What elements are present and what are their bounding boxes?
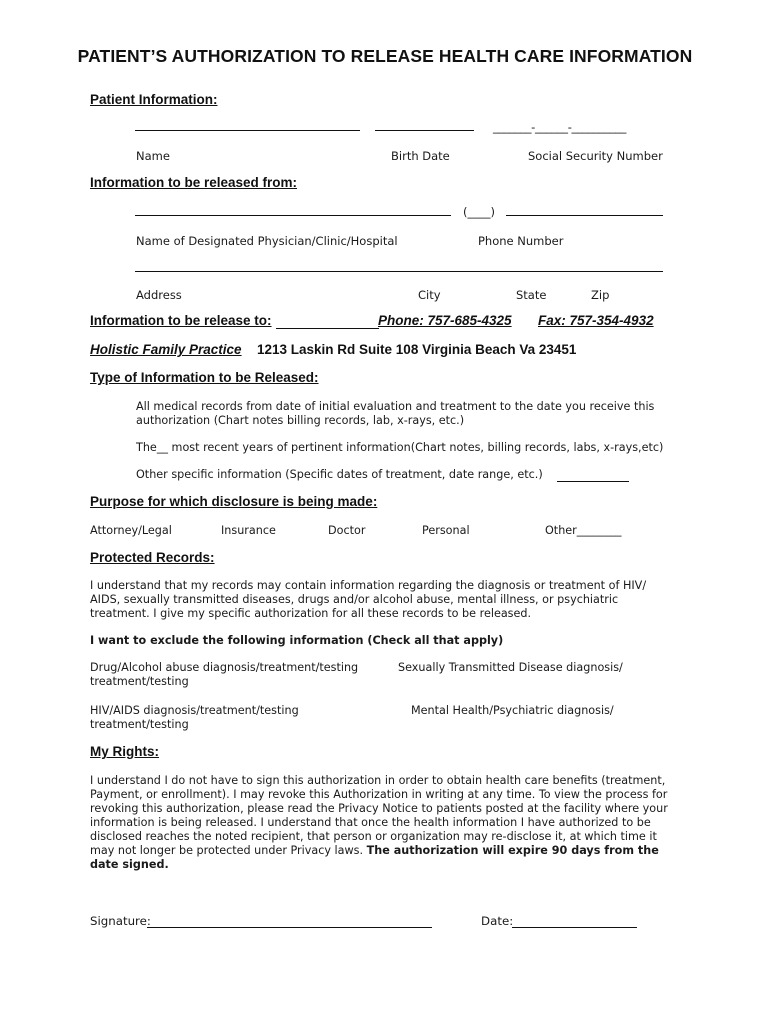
physician-label: Name of Designated Physician/Clinic/Hospital — [136, 234, 398, 248]
page-title: PATIENT’S AUTHORIZATION TO RELEASE HEALTH CARE INFORMATION — [77, 46, 693, 66]
practice-address: 1213 Laskin Rd Suite 108 Virginia Beach Va 23451 — [257, 342, 577, 357]
exclude-hiv-aids[interactable]: HIV/AIDS diagnosis/treatment/testing treatment/testing — [90, 704, 299, 731]
release-to-fax: Fax: 757-354-4932 — [538, 313, 654, 328]
rights-body: I understand I do not have to sign this authorization in order to obtain health care benefits (treatment, Payment, or enrollment). I may revoke this Authorization in writing at any time. To view the process for revoking this authorization, please read the Privacy Notice to patients posted at the facility where your information is being released. I understand that once the health information I have authorized to be disclosed reaches the noted recipient, that person or organization may re-disclose it, at which time it may not longer be protected under Privacy laws. — [90, 774, 668, 857]
ssn-field[interactable]: _______-______-__________ — [493, 120, 627, 134]
released-from-heading: Information to be released from: — [90, 175, 298, 190]
signature-label: Signature: — [90, 914, 151, 928]
name-field[interactable] — [135, 130, 360, 131]
option-other-specific: Other specific information (Specific dates of treatment, date range, etc.) — [136, 468, 543, 481]
option-recent-years — [136, 441, 663, 455]
birth-date-field[interactable] — [375, 130, 474, 131]
ssn-label: Social Security Number — [528, 149, 663, 163]
state-label: State — [516, 288, 547, 302]
patient-info-heading: Patient Information: — [90, 92, 218, 107]
name-label: Name — [136, 149, 170, 163]
birth-date-label: Birth Date — [391, 149, 450, 163]
address-field[interactable] — [135, 271, 663, 272]
date-field[interactable] — [512, 927, 637, 928]
purpose-attorney[interactable]: Attorney/Legal — [90, 524, 172, 537]
city-label: City — [418, 288, 441, 302]
phone-field[interactable] — [506, 215, 663, 216]
exclude-mental-health[interactable]: Mental Health/Psychiatric diagnosis/ — [411, 704, 614, 717]
recent-years-field[interactable]: __ — [156, 441, 168, 454]
option-all-records: All medical records from date of initial evaluation and treatment to the date you receive this authorization (Chart notes billing records, lab, x-rays, etc.) — [136, 400, 655, 427]
rights-text — [90, 774, 682, 872]
phone-area-code-field[interactable]: (____) — [463, 205, 495, 219]
purpose-other[interactable]: Other________ — [545, 524, 622, 537]
exclude-drug-alcohol[interactable]: Drug/Alcohol abuse diagnosis/treatment/testing treatment/testing — [90, 661, 359, 688]
physician-field[interactable] — [135, 215, 451, 216]
expiration-note: The authorization will expire 90 days from the date signed. — [90, 844, 659, 871]
type-of-info-heading: Type of Information to be Released: — [90, 370, 319, 385]
purpose-doctor[interactable]: Doctor — [328, 524, 366, 537]
protected-text: I understand that my records may contain information regarding the diagnosis or treatment of HIV/ AIDS, sexually transmitted diseases, drugs and/or alcohol abuse, mental illness, or psychiatric treatment. I give my specific authorization for all these records to be released. — [90, 579, 647, 620]
option-recent-years-post: most recent years of pertinent information(Chart notes, billing records, labs, x-rays,etc) — [168, 441, 664, 454]
release-to-underline — [276, 328, 379, 329]
exclude-heading: I want to exclude the following information (Check all that apply) — [90, 634, 504, 647]
phone-label: Phone Number — [478, 234, 564, 248]
practice-name: Holistic Family Practice — [90, 342, 242, 357]
release-to-heading: Information to be release to: — [90, 313, 272, 328]
exclude-std[interactable]: Sexually Transmitted Disease diagnosis/ — [398, 661, 623, 674]
address-label: Address — [136, 288, 182, 302]
zip-label: Zip — [591, 288, 610, 302]
release-to-phone: Phone: 757-685-4325 — [378, 313, 512, 328]
date-label: Date: — [481, 914, 514, 928]
rights-heading: My Rights: — [90, 744, 159, 759]
signature-field[interactable] — [147, 927, 432, 928]
purpose-insurance[interactable]: Insurance — [221, 524, 276, 537]
option-recent-years-pre: The — [136, 441, 157, 454]
purpose-heading: Purpose for which disclosure is being made: — [90, 494, 378, 509]
protected-heading: Protected Records: — [90, 550, 215, 565]
other-specific-field[interactable] — [557, 481, 629, 482]
purpose-personal[interactable]: Personal — [422, 524, 470, 537]
